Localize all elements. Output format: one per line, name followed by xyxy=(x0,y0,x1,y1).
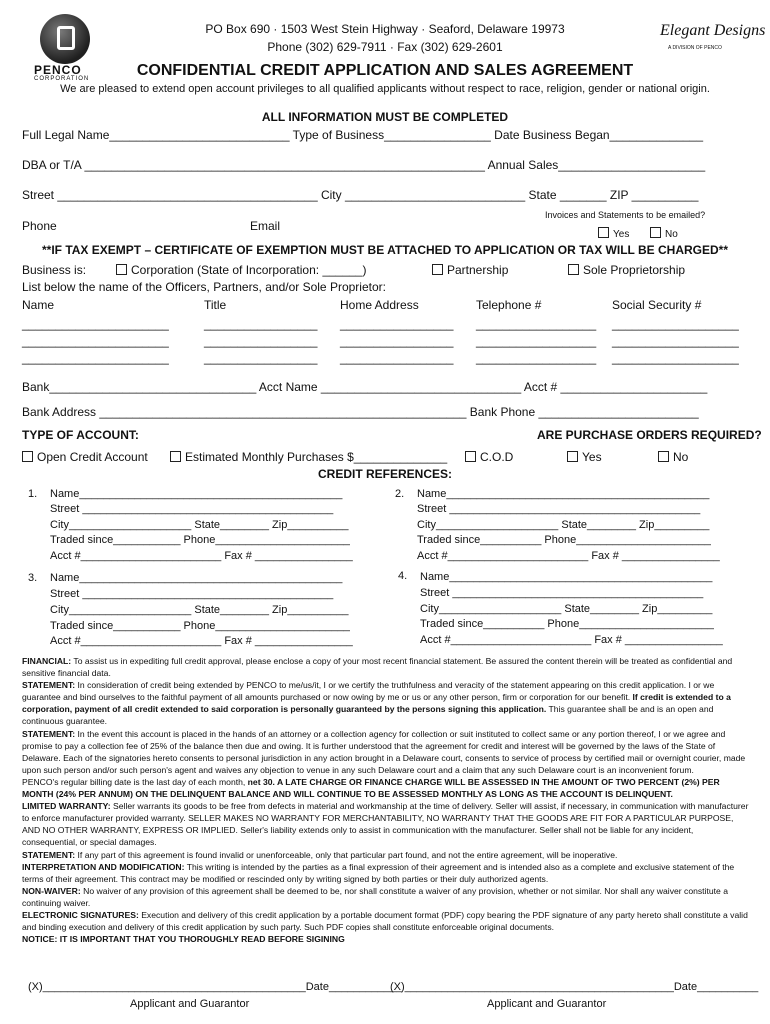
checkbox-icon[interactable] xyxy=(170,451,181,462)
po-no-option[interactable]: No xyxy=(658,450,688,464)
partnership-option[interactable]: Partnership xyxy=(432,263,508,277)
phone-label: Phone xyxy=(22,219,57,233)
signature-line-right[interactable]: (X)____________________________________________Date__________ xyxy=(390,981,759,993)
legal-financial: FINANCIAL: To assist us in expediting full credit approval, please enclose a copy of your most recent financial statement. Be assured the content therein will be treated as confidential and sensitive financial data. xyxy=(22,656,733,679)
signature-caption-right: Applicant and Guarantor xyxy=(487,998,607,1010)
officer-row-3-name[interactable]: ______________________ xyxy=(22,351,169,365)
ref-1-street[interactable]: Street _________________________________________ xyxy=(50,503,334,515)
checkbox-icon[interactable] xyxy=(658,451,669,462)
page-title: CONFIDENTIAL CREDIT APPLICATION AND SALES AGREEMENT xyxy=(136,62,634,79)
ref-3-street[interactable]: Street _________________________________________ xyxy=(50,588,334,600)
ref-3-number: 3. xyxy=(28,572,38,584)
checkbox-icon[interactable] xyxy=(22,451,33,462)
officer-row-2-title[interactable]: _________________ xyxy=(204,334,318,348)
officer-col-ssn: Social Security # xyxy=(612,298,702,312)
ref-1-acct[interactable]: Acct #_______________________ Fax # ________________ xyxy=(50,550,353,562)
penco-logo-text: PENCO xyxy=(34,63,82,77)
signature-line-left[interactable]: (X)___________________________________________Date____________ xyxy=(28,981,403,993)
officer-col-title: Title xyxy=(204,298,227,312)
ref-4-city[interactable]: City____________________ State________ Zip_________ xyxy=(420,603,713,615)
ref-2-street[interactable]: Street _________________________________________ xyxy=(417,503,701,515)
officer-row-1-name[interactable]: ______________________ xyxy=(22,317,169,331)
po-yes-option[interactable]: Yes xyxy=(567,450,602,464)
purchase-orders-heading: ARE PURCHASE ORDERS REQUIRED? xyxy=(537,428,762,442)
legal-limited-warranty: LIMITED WARRANTY: Seller warrants its goods to be free from defects in material and workmanship at the time of delivery. Seller will assist, if necessary, in communication with manufacturer to enforce manufacturer provided warranty. SELLER MAKES NO WARRANTY FOR MERCHANTABILITY, NO WARRANTY THAT THE GOODS ARE FIT FOR A PARTICULAR PURPOSE, AND NO OTHER WARRANTY, EXPRESS OR IMPLIED. Seller's liability extends only to assist in communication with the manufacturer. Seller shall not be liable for any incident, consequential, or special damages. xyxy=(22,801,749,848)
applicant-row-3[interactable]: Street _______________________________________ City ___________________________ State _______ ZIP __________ xyxy=(22,188,699,202)
credit-references-heading: CREDIT REFERENCES: xyxy=(317,467,452,481)
checkbox-icon[interactable] xyxy=(568,264,579,275)
email-label: Email xyxy=(250,219,281,233)
business-is-label: Business is: xyxy=(22,263,87,277)
invoice-no-option[interactable]: No xyxy=(650,227,678,240)
ref-4-traded[interactable]: Traded since__________ Phone______________________ xyxy=(420,618,714,630)
officer-row-1-address[interactable]: _________________ xyxy=(340,317,454,331)
terms-and-conditions xyxy=(22,655,750,945)
invoice-yes-option[interactable]: Yes xyxy=(598,227,629,240)
officer-row-3-title[interactable]: _________________ xyxy=(204,351,318,365)
bank-row[interactable]: Bank_______________________________ Acct Name ______________________________ Acct # ______________________ xyxy=(22,380,708,394)
checkbox-icon[interactable] xyxy=(116,264,127,275)
legal-electronic-signatures: ELECTRONIC SIGNATURES: Execution and delivery of this credit application by a portable document format (PDF) copy bearing the PDF signature of any party hereto shall constitute a valid and binding execution and delivery of this credit application by such party. Such PDF copies shall constitute enforceable original documents. xyxy=(22,909,748,933)
elegant-designs-sub: A DIVISION OF PENCO xyxy=(668,45,722,51)
ref-4-number: 4. xyxy=(398,570,408,582)
corporation-option[interactable]: Corporation (State of Incorporation: ______) xyxy=(116,263,366,277)
penco-logo-sub: CORPORATION xyxy=(34,76,90,82)
officer-col-telephone: Telephone # xyxy=(476,298,542,312)
sole-proprietorship-option[interactable]: Sole Proprietorship xyxy=(568,263,685,277)
ref-3-city[interactable]: City____________________ State________ Zip__________ xyxy=(50,604,349,616)
ref-2-acct[interactable]: Acct #_______________________ Fax # ________________ xyxy=(417,550,720,562)
ref-1-number: 1. xyxy=(28,488,38,500)
address-line: PO Box 690 · 1503 West Stein Highway · Seaford, Delaware 19973 xyxy=(205,22,565,36)
invoices-question: Invoices and Statements to be emailed? xyxy=(545,210,706,220)
cod-option[interactable]: C.O.D xyxy=(465,450,513,464)
ref-4-street[interactable]: Street _________________________________________ xyxy=(420,587,704,599)
officer-row-2-telephone[interactable]: __________________ xyxy=(476,334,597,348)
ref-2-city[interactable]: City____________________ State________ Zip_________ xyxy=(417,519,710,531)
officer-row-2-name[interactable]: ______________________ xyxy=(22,334,169,348)
officer-row-3-address[interactable]: _________________ xyxy=(340,351,454,365)
phone-line: Phone (302) 629-7911 · Fax (302) 629-2601 xyxy=(267,40,503,54)
ref-4-name[interactable]: Name___________________________________________ xyxy=(420,571,713,583)
open-credit-option[interactable]: Open Credit Account xyxy=(22,450,148,464)
checkbox-icon[interactable] xyxy=(432,264,443,275)
officers-intro: List below the name of the Officers, Partners, and/or Sole Proprietor: xyxy=(22,280,386,294)
officer-col-name: Name xyxy=(22,298,55,312)
officer-row-2-address[interactable]: _________________ xyxy=(340,334,454,348)
officer-row-1-ssn[interactable]: ___________________ xyxy=(612,317,739,331)
ref-1-name[interactable]: Name___________________________________________ xyxy=(50,488,343,500)
checkbox-icon[interactable] xyxy=(567,451,578,462)
legal-interpretation: INTERPRETATION AND MODIFICATION: This writing is intended by the parties as a final expression of their agreement and is intended also as a complete and exclusive statement of the terms of their agreement. This contract may be modified or rescinded only by writing signed by both parties or their duly authorized agents. xyxy=(22,861,735,884)
officer-row-3-ssn[interactable]: ___________________ xyxy=(612,351,739,365)
legal-billing: PENCO's regular billing date is the last day of each month, net 30. A LATE CHARGE OR FINANCE CHARGE WILL BE ASSESSED IN THE AMOUNT OF TWO PERCENT (2%) PER MONTH (24% PER ANNUM) ON THE DELINQUENT BALANCE AND WILL CONTINUE TO BE ASSESSED MONTHLY AS LONG AS THE ACCOUNT IS DELINQUENT. xyxy=(22,776,720,800)
officer-row-1-title[interactable]: _________________ xyxy=(204,317,318,331)
applicant-row-1[interactable]: Full Legal Name___________________________ Type of Business________________ Date Business Began______________ xyxy=(22,128,704,142)
bank-address-row[interactable]: Bank Address _______________________________________________________ Bank Phone ________________________ xyxy=(22,405,699,419)
checkbox-icon[interactable] xyxy=(598,227,609,238)
legal-statement-severability: STATEMENT: If any part of this agreement is found invalid or unenforceable, only that particular part found, and not the entire agreement, will be inoperative. xyxy=(22,849,618,860)
ref-1-traded[interactable]: Traded since___________ Phone______________________ xyxy=(50,534,350,546)
officer-row-1-telephone[interactable]: __________________ xyxy=(476,317,597,331)
elegant-designs-logo: Elegant Designs xyxy=(660,22,766,39)
estimated-purchases-option[interactable]: Estimated Monthly Purchases $______________ xyxy=(170,450,447,464)
ref-3-name[interactable]: Name___________________________________________ xyxy=(50,572,343,584)
legal-statement-guarantee: STATEMENT: In consideration of credit being extended by PENCO to me/us/it, I or we certify the truthfulness and veracity of the statement appearing on this credit application. I or we guarantee and bind ourselves to the faithful payment of all amounts purchased or now owing by me or us or any other person, firm or corporation for our benefit. If credit is extended to a corporation, payment of all credit extended to said corporation is personally guaranteed by the persons signing this application. This guarantee shall be and is an open and continuous guarantee. xyxy=(22,680,731,727)
ref-3-acct[interactable]: Acct #_______________________ Fax # ________________ xyxy=(50,635,353,647)
checkbox-icon[interactable] xyxy=(650,227,661,238)
subtitle: We are pleased to extend open account privileges to all qualified applicants without respect to race, religion, gender or national origin. xyxy=(60,83,710,95)
tax-exempt-notice: **IF TAX EXEMPT – CERTIFICATE OF EXEMPTION MUST BE ATTACHED TO APPLICATION OR TAX WILL BE CHARGED** xyxy=(41,243,729,257)
ref-4-acct[interactable]: Acct #_______________________ Fax # ________________ xyxy=(420,634,723,646)
ref-1-city[interactable]: City____________________ State________ Zip__________ xyxy=(50,519,349,531)
type-of-account-heading: TYPE OF ACCOUNT: xyxy=(22,428,139,442)
ref-2-number: 2. xyxy=(395,488,405,500)
officer-row-3-telephone[interactable]: __________________ xyxy=(476,351,597,365)
ref-2-name[interactable]: Name___________________________________________ xyxy=(417,488,710,500)
officer-row-2-ssn[interactable]: ___________________ xyxy=(612,334,739,348)
legal-non-waiver: NON-WAIVER: No waiver of any provision of this agreement shall be deemed to be, nor shall constitute a waiver of any provision, whether or not similar. Nor shall any waiver constitute a continuing waiver. xyxy=(22,885,728,908)
all-info-heading: ALL INFORMATION MUST BE COMPLETED xyxy=(261,110,509,124)
ref-2-traded[interactable]: Traded since__________ Phone______________________ xyxy=(417,534,711,546)
legal-notice: NOTICE: IT IS IMPORTANT THAT YOU THOROUGHLY READ BEFORE SIGINING xyxy=(22,934,345,945)
legal-statement-collection: STATEMENT: In the event this account is placed in the hands of an attorney or a collection agency for collection or suit instituted to collect same or any portion thereof, I or we agree and promise to pay a collection fee of 25% of the balance then due and owing. It is further understood that the agreement for credit and interest will be governed by the laws of the State of Delaware. Each of the signatories hereto consents to personal jurisdiction in any action brought in a Delaware court, consents to service of process by certified mail or overnight courier, made upon such person and/or such person's agent and waives any objection to venue in any such Delaware court and a claim that any such Delaware court is an inconvenient forum. xyxy=(22,728,746,775)
applicant-row-2[interactable]: DBA or T/A ____________________________________________________________ Annual Sales______________________ xyxy=(22,158,706,172)
checkbox-icon[interactable] xyxy=(465,451,476,462)
signature-caption-left: Applicant and Guarantor xyxy=(130,998,250,1010)
ref-3-traded[interactable]: Traded since___________ Phone______________________ xyxy=(50,620,350,632)
officer-col-address: Home Address xyxy=(340,298,419,312)
